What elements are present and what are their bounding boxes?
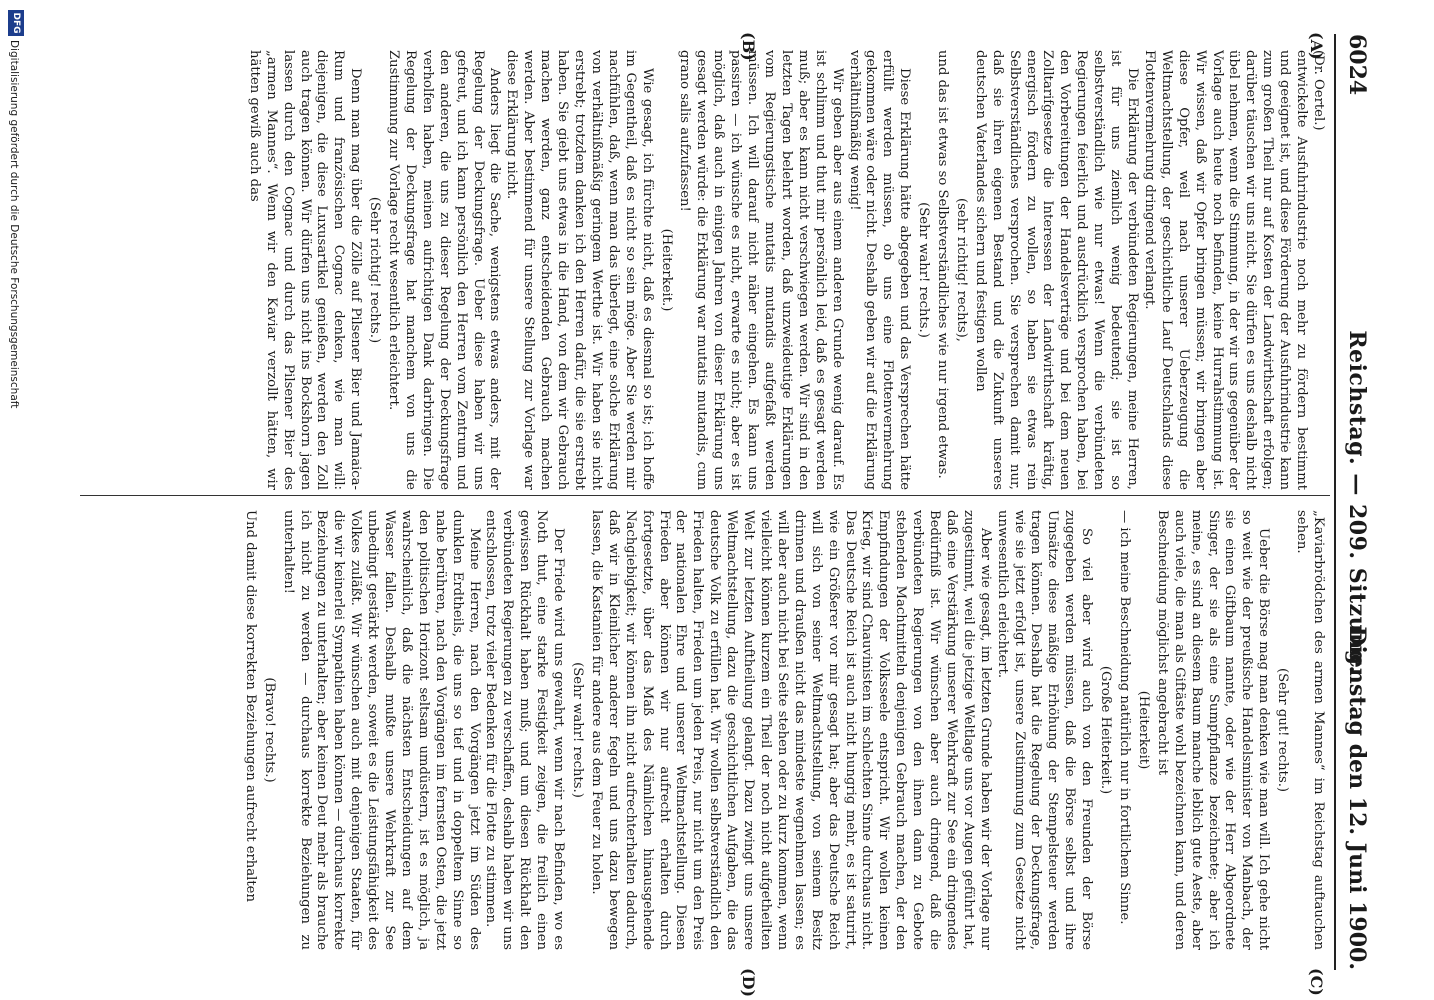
paragraph: — ich meine Beschneidung natürlich nur in fortilichem Sinne. (1117, 510, 1133, 925)
paragraph: Wir geben aber aus einem anderen Grunde wenig darauf. Es ist schlimm und thut mir persönlich leid, daß es gesagt werden muß; aber es kann nicht verschwiegen werden. Wir sind in den letzten Tagen belehrt worden, daß unzweideutige Erklärungen vom Regierungstische mutatis mutandis aufgefaßt werden müssen. Ich will darauf nicht näher eingehen. Es kann uns passiren — ich wünsche es nicht, erwarte es nicht; aber es ist möglich, daß auch in einigen Jahren von dieser Erklärung uns gesagt werden würde: die Erklärung war mutatis mutandis, cum grano salis aufzufassen! (677, 50, 845, 490)
interjection: (Sehr richtig! rechts.) (367, 196, 383, 344)
margin-letter-c: (C) (1307, 968, 1326, 996)
paragraph: „Kaviarbrödchen des armen Mannes“ im Reichstag auftauchen sehen. (1294, 510, 1326, 950)
paragraph: Und damit diese korrekten Beziehungen aufrecht erhalten (242, 510, 258, 902)
header-title: Reichstag. — 209. Sitzung. (1344, 330, 1370, 674)
interjection: (Sehr wahr! rechts.) (916, 202, 932, 338)
paragraph: Diese Erklärung hätte abgegeben und das Versprechen hätte erfüllt werden müssen, ob uns eine Flottenvermehrung gekommen wäre oder nicht. Deshalb geben wir auf die Erklärung verhältnißmäßig wenig! (846, 50, 913, 490)
paragraph: Ueber die Börse mag man denken wie man will. Ich gehe nicht so weit wie der preußische Handelsminister von Manbach, der sie einen Giftbaum nannte, oder wie der Herr Abgeordnete Singer, der sie als eine Sumpfpflanze bezeichnete; aber ich meine, es sind an diesem Baum manche leblich gute Aeste, aber auch viele, die man als Giftäste wohl bezeichnen kann, und deren Beschneidung möglichst angebracht ist (1154, 510, 1272, 950)
right-column (86, 510, 1326, 950)
paragraph: Meine Herren, nach den Vorgängen jetzt im Süden des dunklen Erdtheils, die uns so tief und in doppeltem Sinne so nahe berühren, nach den Vorgängen im fernsten Osten, die jetzt den politischen Horizont seltsam umdüstern, ist es möglich, ja wahrscheinlich, daß die nächsten Entscheidungen auf dem Wasser fallen. Deshalb mußte unsere Wehrkraft zur See unbedingt gestärkt werden, soweit es die Leistungsfähigkeit des Volkes zuläßt. Wir wünschen auch mit denjenigen Staaten, für die wir keinerlei Sympathien haben können — durchaus korrekte Beziehungen zu unterhalten; aber keinen Deut mehr als brauche ich nicht zu werden — durchaus korrekte Beziehungen zu unterhalten! (280, 510, 482, 950)
interjection: (Heiterkeit.) (658, 228, 674, 312)
page-header (1334, 34, 1376, 970)
digitization-note: Digitalisierung gefördert durch die Deutsche Forschungsgemeinschaft (8, 40, 20, 409)
column-divider (80, 495, 1330, 496)
interjection: (Große Heiterkeit.) (1098, 665, 1114, 795)
interjection: (Sehr wahr! rechts.) (570, 662, 586, 798)
paragraph: Der Friede wird uns gewahrt, wenn wir nach Befinden, wo es Noth thut, eine starke Festigkeit zeigen, die freilich einen gewissen Rückhalt haben muß; und um diesen Rückhalt den verbündeten Regierungen zu verschaffen, deshalb haben wir uns entschlossen, trotz vieler Bedenken für die Flotte zu stimmen. (483, 510, 567, 950)
interjection: (Bravo! rechts.) (261, 677, 277, 783)
paragraph: Anders liegt die Sache, wenigstens etwas anders, mit der Regelung der Deckungsfrage. Ueber diese haben wir uns gefreut, und ich kann persönlich den Herren vom Zentrum und den anderen, die uns zu dieser Regelung der Deckungsfrage verholfen haben, meinen aufrichtigen Dank darbringen. Die Regelung der Deckungsfrage hat manchem von uns die Zustimmung zur Vorlage recht wesentlich erleichtert. (386, 50, 503, 490)
header-date: Dienstag den 12. Juni 1900. (1344, 626, 1370, 970)
paragraph: Aber wie gesagt, im letzten Grunde haben wir der Vorlage nur zugestimmt, weil die jetzige Weltlage uns vor Augen geführt hat, daß eine Verstärkung unserer Wehrkraft zur See ein dringendes Bedürfniß ist. Wir wünschen aber auch dringend, daß die verbündeten Regierungen von den ihnen dann zu Gebote stehenden Machtmitteln denjenigen Gebrauch machen, der den Empfindungen der Volksseele entspricht. Wir wollen keinen Krieg, wir sind Chauvinisten im schlechten Sinne durchaus nicht. Das Deutsche Reich ist auch nicht hungrig mehr, es ist saturirt, wie ein Größerer vor mir gesagt hat; aber das Deutsche Reich will sich von seiner Weltmachtstellung, von seinem Besitz drinnen und draußen nicht das mindeste wegnehmen lassen; es will aber auch nicht bei Seite stehen oder zu kurz kommen, wenn vielleicht können kurzem ein Theil der noch nicht aufgetheilten Welt zur letzten Auftheilung gelangt. Dazu zwingt uns unsere Weltmachtstellung, dazu die geschichtlichen Aufgaben, die das deutsche Volk zu erfüllen hat. Wir wollen selbstverständlich den Frieden halten, Frieden um jeden Preis, nur nicht um den Preis der nationalen Ehre und unserer Weltmachtstellung. Diesen Frieden aber können wir nur aufrecht erhalten durch fortgesetzte, über das Maß des Nämlichen hinausgehende Nachgiebigkeit; wir können ihn nicht aufrechterhalten dadurch, daß wir in Kleinlicher anderer fegeln und uns dazu bewegen lassen, die Kastanien für andere aus dem Feuer zu holen. (588, 510, 993, 950)
paragraph: Denn man mag über die Zölle auf Pilsener Bier und Jamaica-Rum und französischen Cognac denken, wie man will: diejenigen, die diese Luxusartikel genießen, werden den Zoll auch tragen können. Wir dürfen uns nicht ins Bockshorn jagen lassen durch den Cognac und durch das Pilsener Bier des „armen Mannes“. Wenn wir den Kaviar verzollt hätten, wir hätten gewiß auch das (246, 50, 364, 490)
margin-letter-d: (D) (739, 968, 758, 998)
interjection: (Heiterkeit) (1135, 690, 1151, 770)
interjection: (Sehr gut! rechts.) (1275, 667, 1291, 793)
paragraph: Wie gesagt, ich fürchte nicht, daß es diesmal so ist; ich hoffe im Gegentheil, daß es nicht so sein möge. Aber Sie werden mir nachfühlen, daß, wenn man das überlegt, eine solche Erklärung von verhältnißmäßig geringem Werthe ist. Wir haben sie nicht erstrebt; trotzdem danken ich den Herren dafür, die sie erstrebt haben. Sie giebt uns etwas in die Hand, von dem wir Gebrauch machen werden, ganz entscheidenden Gebrauch machen werden. Aber bestimmend für unsere Stellung zur Vorlage war diese Erklärung nicht. (504, 50, 655, 490)
page-number: 6024 (1344, 34, 1370, 96)
interjection: (sehr richtig! rechts), (953, 198, 969, 342)
paragraph: So viel aber wird auch von den Freunden der Börse zugegeben werden müssen, daß die Börse selbst und ihre Umsätze diese mäßige Erhöhung der Stempelsteuer werden tragen können. Deshalb hat die Regelung der Deckungsfrage, wie sie jetzt erfolgt ist, unsere Zustimmung zum Gesetze nicht unwesentlich erleichtert. (994, 510, 1095, 950)
speaker-tag: (Dr. Oertel.) (1311, 50, 1326, 131)
paragraph: Die Erklärung der verbündeten Regierungen, meine Herren, ist für uns ziemlich wenig bedeutend; sie ist so selbstverständlich wie nur etwas! Wenn die verbündeten Regierungen feierlich und ausdrücklich versprochen haben, bei den Vorbereitungen der Handelsverträge und bei dem neuen Zolltarifgesetze die Interessen der Landwirthschaft kräftig, energisch fördern zu wollen, so haben sie etwas rein Selbstverständliches versprochen. Sie versprechen damit nur, daß sie ihren eigenen Bestand und die Zukunft unseres deutschen Vaterlandes sichern und festigen wollen (972, 50, 1141, 490)
margin-letter-b: (B) (739, 32, 758, 61)
paragraph: entwickelte Ausfuhrindustrie noch mehr zu fördern bestimmt und geeignet ist, und diese Förderung der Ausfuhrindustrie kann zum großen Theil nur auf Kosten der Landwirthschaft erfolgen; darüber täuschen wir uns nicht. Sie dürfen es uns deshalb nicht übel nehmen, wenn die Stimmung, in der wir uns gegenüber der Vorlage auch heute noch befinden, keine Hurrahstimmung ist. Wir wissen, daß wir Opfer bringen müssen; wir bringen aber diese Opfer, weil nach unserer Ueberzeugung die Weltmachtstellung, der geschichtliche Lauf Deutschlands diese Flottenvermehrung dringend verlangt. (1141, 50, 1310, 490)
left-column (86, 50, 1326, 490)
margin-letter-a: (A) (1307, 32, 1326, 60)
paragraph: und das ist etwas so Selbstverständliches wie nur irgend etwas. (935, 50, 951, 479)
dfg-logo: DFG (8, 10, 24, 36)
